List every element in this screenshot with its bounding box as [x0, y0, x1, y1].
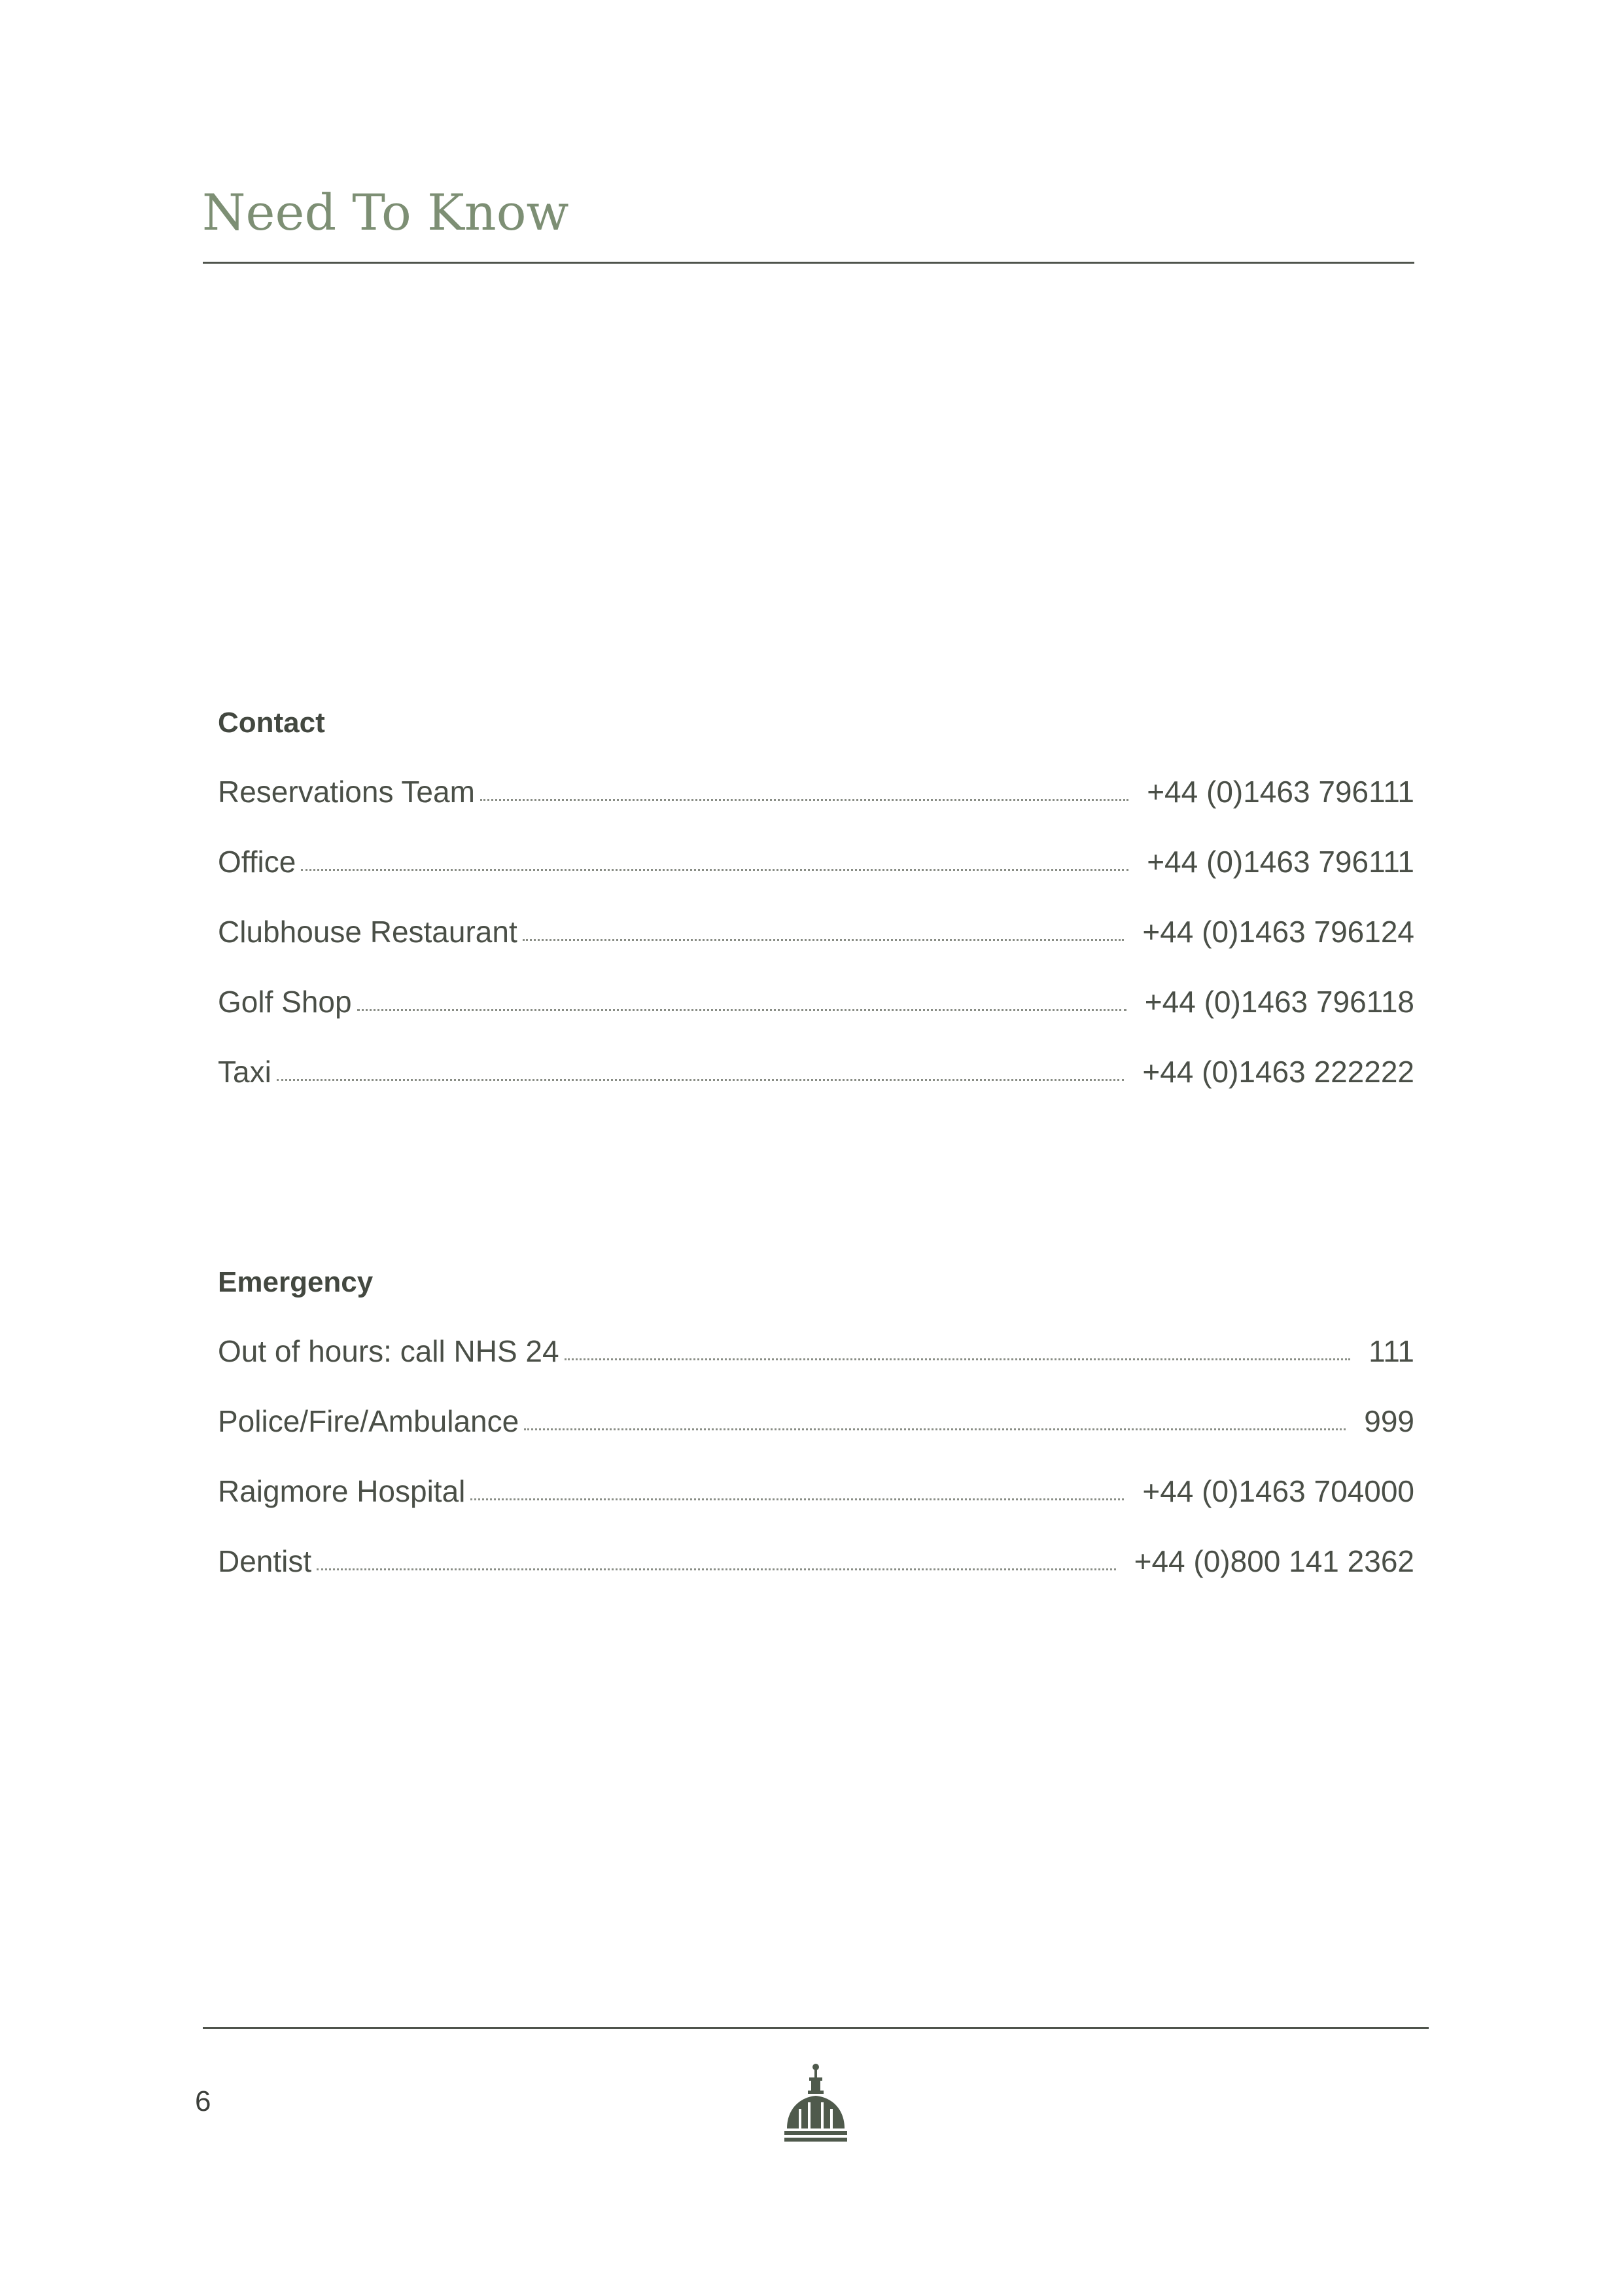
phone-number: +44 (0)1463 796118 [1144, 985, 1414, 1019]
entry-label: Dentist [218, 1544, 312, 1578]
emergency-entry-dentist [218, 1544, 1414, 1614]
contact-entry-golf-shop [218, 984, 1414, 1054]
phone-number: +44 (0)1463 796124 [1142, 915, 1414, 949]
contact-section [218, 703, 1414, 1124]
phone-number: +44 (0)800 141 2362 [1134, 1544, 1414, 1578]
entry-label: Taxi [218, 1055, 271, 1089]
entry-label: Reservations Team [218, 775, 475, 809]
contact-entry-taxi [218, 1054, 1414, 1124]
dot-leader [317, 1568, 1115, 1570]
entry-label: Police/Fire/Ambulance [218, 1404, 519, 1438]
phone-number: 999 [1364, 1404, 1414, 1438]
dot-leader [357, 1009, 1126, 1011]
contact-heading: Contact [218, 707, 325, 739]
footer-divider [203, 2027, 1429, 2029]
contact-entry-clubhouse-restaurant [218, 914, 1414, 984]
entry-label: Clubhouse Restaurant [218, 915, 517, 949]
dot-leader [523, 939, 1125, 941]
phone-number: +44 (0)1463 704000 [1142, 1474, 1414, 1508]
entry-label: Raigmore Hospital [218, 1474, 466, 1508]
entry-label: Golf Shop [218, 985, 352, 1019]
emergency-heading: Emergency [218, 1266, 374, 1298]
phone-number: +44 (0)1463 222222 [1142, 1055, 1414, 1089]
contact-entry-reservations [218, 774, 1414, 844]
phone-number: 111 [1369, 1334, 1414, 1368]
emergency-entry-nhs24 [218, 1333, 1414, 1404]
entry-label: Office [218, 845, 296, 879]
page-title: Need To Know [202, 183, 569, 241]
dot-leader [277, 1079, 1125, 1081]
dot-leader [470, 1498, 1124, 1500]
emergency-section [218, 1263, 1414, 1614]
entry-label: Out of hours: call NHS 24 [218, 1334, 559, 1368]
page-number: 6 [195, 2085, 211, 2117]
contact-entry-office [218, 844, 1414, 914]
phone-number: +44 (0)1463 796111 [1147, 845, 1414, 879]
dome-cupola-icon [783, 2063, 848, 2148]
dot-leader [524, 1428, 1346, 1430]
dot-leader [480, 799, 1128, 801]
emergency-entry-police-fire-ambulance [218, 1404, 1414, 1474]
phone-number: +44 (0)1463 796111 [1147, 775, 1414, 809]
emergency-entry-raigmore-hospital [218, 1474, 1414, 1544]
dot-leader [565, 1358, 1351, 1360]
dot-leader [301, 869, 1128, 871]
header-divider [203, 262, 1414, 264]
